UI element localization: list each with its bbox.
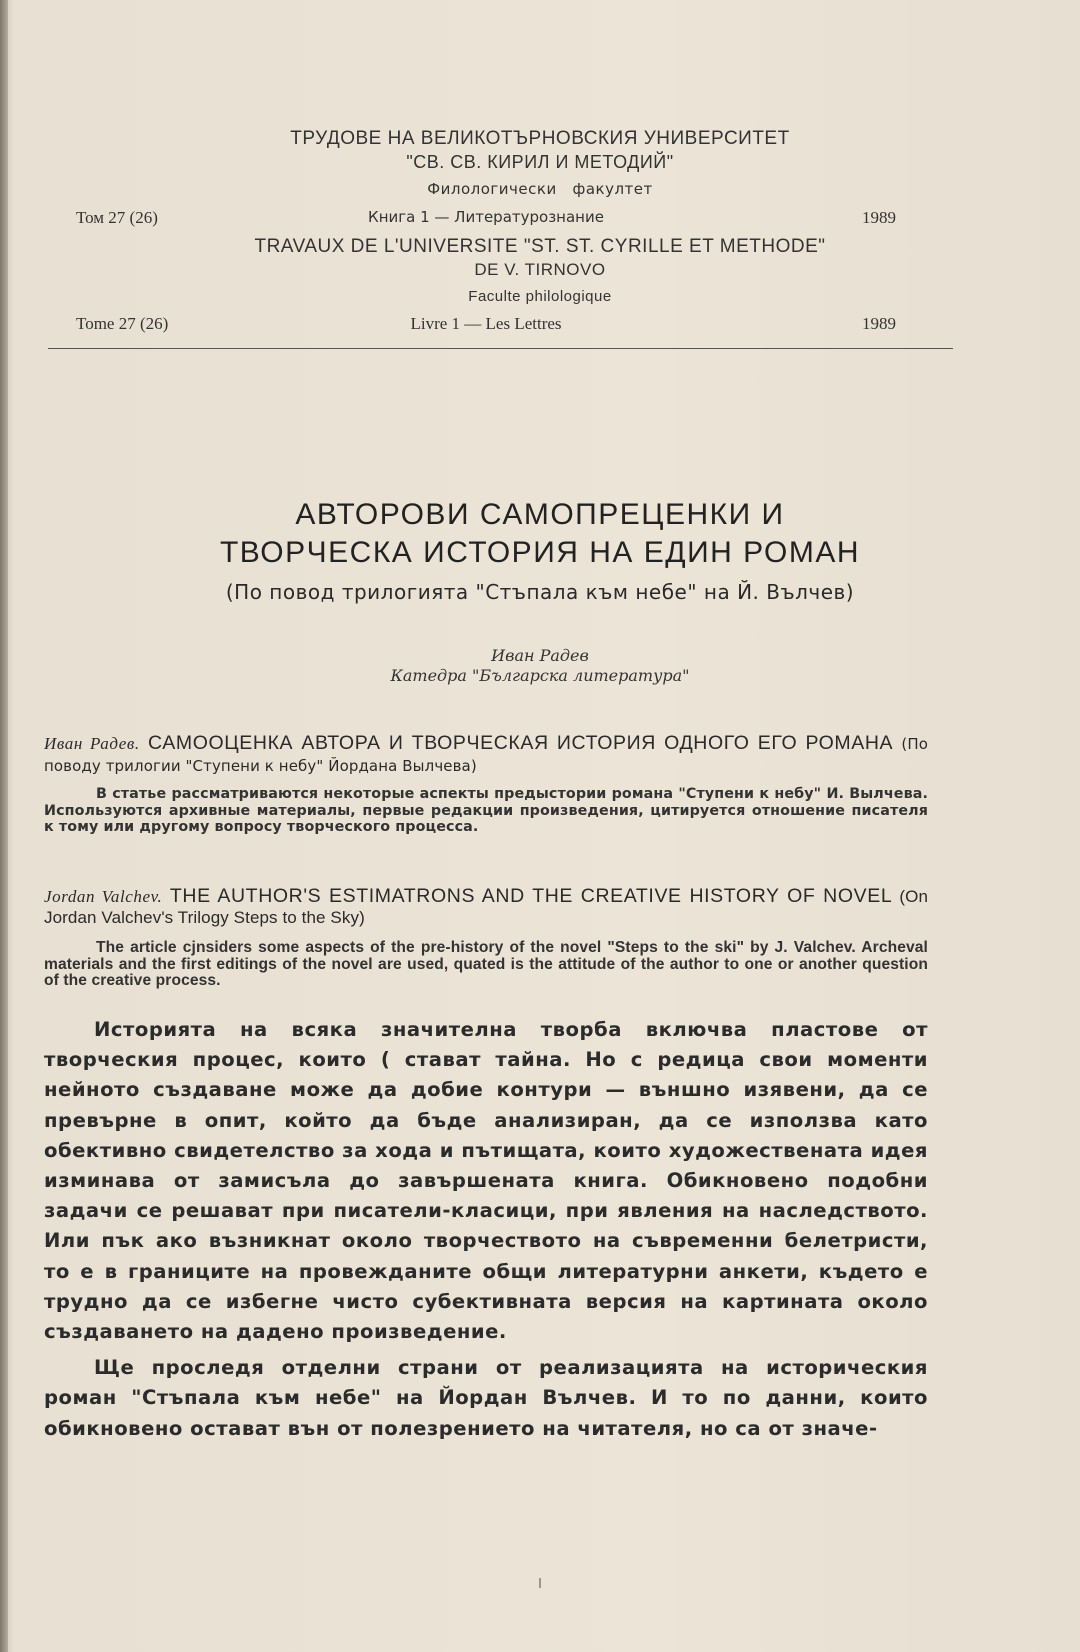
- abstract-ru-note: (По поводу трилогии "Ступени к небу" Йордана Вылчева): [44, 735, 928, 775]
- volume-bg: Том 27 (26): [76, 208, 158, 227]
- abstract-en-note: (On Jordan Valchev's Trilogy Steps to the Sky): [44, 887, 928, 927]
- abstract-en-heading: [44, 886, 928, 928]
- book-fr: Livre 1 — Les Lettres: [410, 314, 562, 333]
- abstract-ru-heading: [44, 733, 928, 777]
- volume-fr: Tome 27 (26): [76, 314, 169, 333]
- abstract-ru-title: САМООЦЕНКА АВТОРА И ТВОРЧЕСКАЯ ИСТОРИЯ ОДНОГО ЕГО РОМАНА: [139, 732, 902, 754]
- faculty-fr: Faculte philologique: [468, 288, 612, 305]
- paper-speck: [539, 1578, 541, 1588]
- abstract-en-text: The article cjnsiders some aspects of the pre-history of the novel "Steps to the ski" by J. Valchev. Archeval materials and the first editings of the novel are used, quated is the attitude of the author to one or another question of the creative process.: [44, 939, 928, 989]
- abstract-en-title: THE AUTHOR'S ESTIMATRONS AND THE CREATIVE HISTORY OF NOVEL: [162, 885, 900, 907]
- abstract-ru-text: В статье рассматриваются некоторые аспекты предыстории романа "Ступени к небу" И. Вылчева. Используются архивные материалы, первые редакции произведения, цитируется отношение писателя к тому или другому вопросу творческого процесса.: [44, 786, 928, 835]
- journal-title-bg: ТРУДОВЕ НА ВЕЛИКОТЪРНОВСКИЯ УНИВЕРСИТЕТ: [290, 128, 790, 149]
- main-text: [44, 1015, 928, 1444]
- author-name: Иван Радев: [491, 646, 589, 665]
- university-name-bg: "СВ. СВ. КИРИЛ И МЕТОДИЙ": [406, 152, 674, 172]
- year-bg: 1989: [862, 208, 896, 227]
- abstract-en-author: Jordan Valchev.: [44, 887, 163, 906]
- book-bg: Книга 1 — Литературознание: [368, 208, 604, 226]
- body-paragraph-2: Ще проследя отделни страни от реализацията на историческия роман "Стъпала към небе" на Йордан Вълчев. И то по данни, които обикновено остават вън от полезрението на читателя, но са от значе-: [44, 1356, 928, 1440]
- article-title-line2: ТВОРЧЕСКА ИСТОРИЯ НА ЕДИН РОМАН: [219, 536, 861, 569]
- body-paragraph-1: Историята на всяка значителна творба включва пластове от творческия процес, които ( стават тайна. Но с редица свои моменти нейното създаване може да добие контури — външно изявени, да се превърне в опит, който да бъде анализиран, да се използва като обективно свидетелство за хода и пътищата, които художествената идея изминава от замисъла до завършената книга. Обикновено подобни задачи се решават при писатели-класици, при явления на наследството. Или пък ако възникнат около творчеството на съвременни белетристи, то е в границите на провежданите общи литературни анкети, където е трудно да се избегне чисто субективната версия на картината около създаването на дадено произведение.: [44, 1018, 928, 1344]
- year-fr: 1989: [862, 314, 896, 333]
- article-subtitle: (По повод трилогията "Стъпала към небе" на Й. Вълчев): [225, 580, 855, 604]
- faculty-bg: Филологически факултет: [427, 180, 653, 198]
- abstract-ru-author: Иван Радев.: [44, 734, 140, 753]
- city-fr: DE V. TIRNOVO: [474, 260, 606, 279]
- journal-title-fr: TRAVAUX DE L'UNIVERSITE "ST. ST. CYRILLE ET METHODE": [254, 236, 826, 257]
- header-divider: [48, 348, 953, 349]
- article-title-line1: АВТОРОВИ САМОПРЕЦЕНКИ И: [295, 498, 785, 531]
- author-department: Катедра "Българска литература": [390, 666, 690, 685]
